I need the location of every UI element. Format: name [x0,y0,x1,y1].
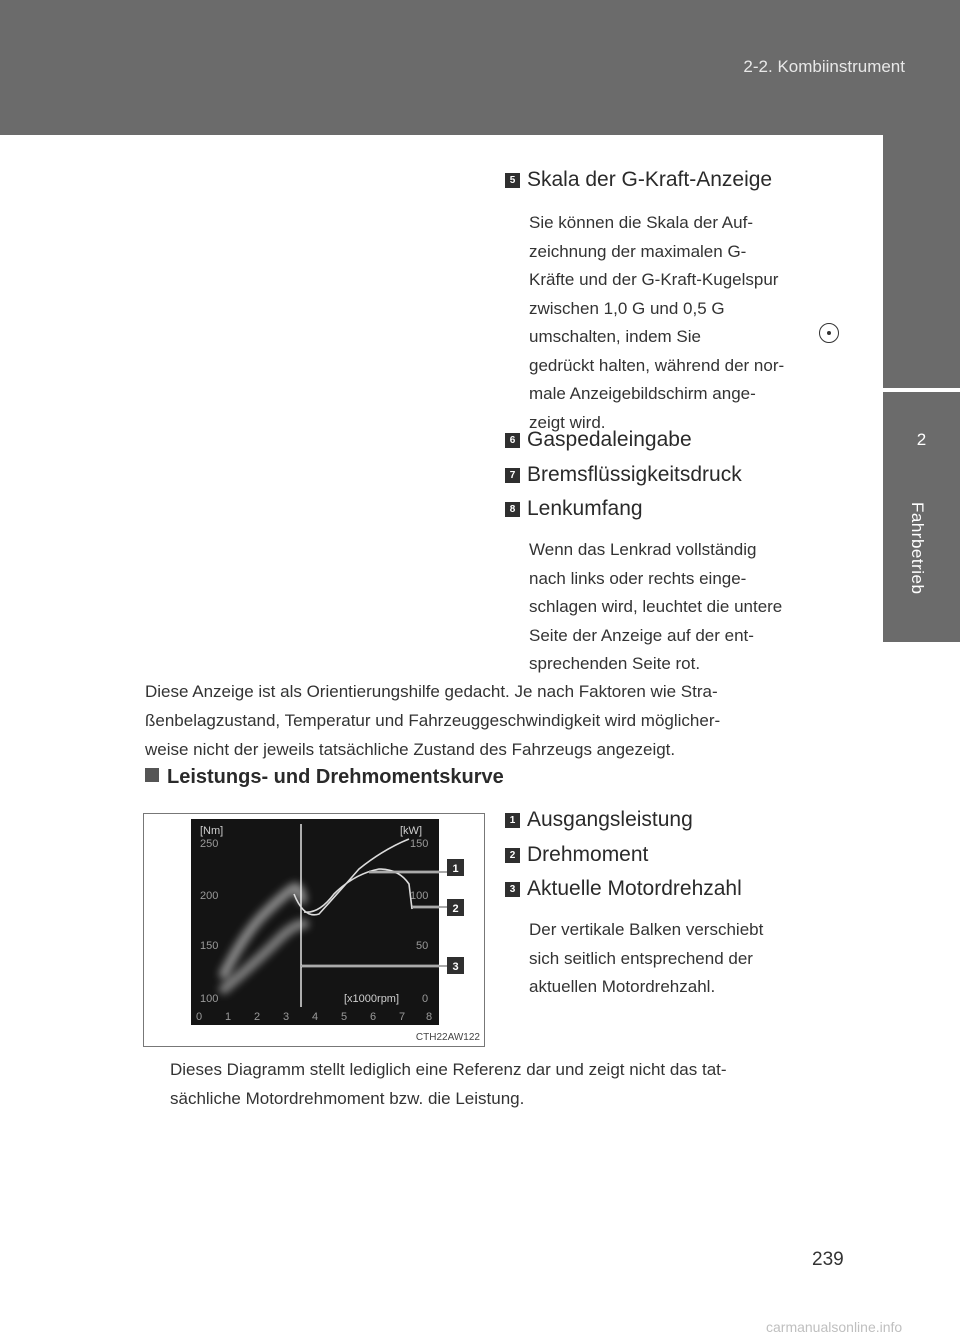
right-tick: 0 [422,993,429,1005]
x-tick: 7 [399,1011,406,1023]
x-tick: 2 [254,1011,261,1023]
watermark: carmanualsonline.info [766,1319,903,1335]
right-unit-label: [kW] [400,825,422,837]
item-8-description [529,536,839,679]
x-tick: 1 [225,1011,232,1023]
para-line: weise nicht der jeweils tatsächliche Zustand des Fahrzeugs angezeigt. [145,740,676,759]
figure-code: CTH22AW122 [415,1032,480,1043]
subheading [145,766,504,789]
power-torque-diagram [144,814,484,1046]
desc-line: zeichnung der maximalen G- [529,241,747,261]
item-5 [505,168,772,192]
desc-line: sprechenden Seite rot. [529,654,701,673]
marker-3: 3 [505,882,520,897]
marker-2: 2 [505,848,520,863]
item-5-description [529,209,839,437]
desc-line: nach links oder rechts einge- [529,568,747,588]
x-tick: 8 [426,1011,433,1023]
left-tick: 150 [200,940,219,952]
desc-line: male Anzeigebildschirm ange- [529,384,756,403]
page-header [0,0,960,135]
x-tick: 4 [312,1011,319,1023]
para-line: sächliche Motordrehmoment bzw. die Leistung. [170,1089,525,1108]
desc-line: sich seitlich entsprechend der [529,948,753,968]
callout-number: 2 [452,903,459,915]
section-title: 2-2. Kombiinstrument [743,57,905,76]
item-1 [505,808,693,832]
marker-5: 5 [505,173,520,188]
item-5-title: Skala der G-Kraft-Anzeige [527,168,773,191]
square-bullet-icon [145,768,159,782]
note-paragraph-1 [145,677,840,764]
x-tick: 0 [196,1011,203,1023]
desc-line-with-icon [529,323,839,352]
desc-line: zeigt wird. [529,412,606,432]
para-line: Diese Anzeige ist als Orientierungshilfe gedacht. Je nach Faktoren wie Stra- [145,682,718,701]
desc-line-text: umschalten, indem Sie [529,327,701,346]
desc-line: Wenn das Lenkrad vollständig [529,540,757,559]
item-7-title: Bremsflüssigkeitsdruck [527,463,742,486]
item-7 [505,463,742,487]
item-8-title: Lenkumfang [527,497,643,520]
desc-line: schlagen wird, leuchtet die untere [529,597,783,616]
item-2-title: Drehmoment [527,843,649,866]
desc-line: aktuellen Motordrehzahl. [529,977,716,996]
left-unit-label: [Nm] [200,825,224,837]
desc-line: Sie können die Skala der Auf- [529,213,753,232]
subheading-text: Leistungs- und Drehmomentskurve [167,766,504,788]
power-torque-figure [143,813,485,1047]
item-6 [505,428,692,452]
x-unit-label: [x1000rpm] [344,993,400,1005]
display-screen [191,819,439,1025]
chapter-tab[interactable] [883,392,960,642]
page-number: 239 [812,1249,844,1270]
side-tab-upper [883,135,960,388]
right-tick: 150 [410,838,429,850]
item-1-title: Ausgangsleistung [527,808,693,831]
item-2 [505,843,648,867]
right-tick: 100 [410,890,429,902]
item-8 [505,497,643,521]
marker-7: 7 [505,468,520,483]
para-line: Dieses Diagramm stellt lediglich eine Referenz dar und zeigt nicht das tat- [170,1060,727,1079]
item-3-title: Aktuelle Motordrehzahl [527,877,742,900]
item-3 [505,877,742,901]
desc-line: Der vertikale Balken verschiebt [529,920,764,939]
desc-line: Kräfte und der G-Kraft-Kugelspur [529,270,779,289]
chapter-number: 2 [916,430,927,449]
desc-line: Seite der Anzeige auf der ent- [529,625,754,645]
callout-number: 3 [452,961,459,973]
right-tick: 50 [416,940,429,952]
chapter-label: Fahrbetrieb [908,502,927,595]
callout-number: 1 [452,863,459,875]
x-tick: 5 [341,1011,348,1023]
desc-line: gedrückt halten, während der nor- [529,355,785,375]
item-6-title: Gaspedaleingabe [527,428,692,451]
item-3-description [529,916,839,1002]
left-tick: 200 [200,890,219,902]
x-tick: 3 [283,1011,290,1023]
left-tick: 250 [200,838,219,850]
para-line: ßenbelagzustand, Temperatur und Fahrzeuggeschwindigkeit wird möglicher- [145,711,721,730]
marker-1: 1 [505,813,520,828]
left-tick: 100 [200,993,219,1005]
cursor-button-icon [819,323,839,343]
desc-line: zwischen 1,0 G und 0,5 G [529,298,725,318]
x-tick: 6 [370,1011,377,1023]
marker-6: 6 [505,433,520,448]
marker-8: 8 [505,502,520,517]
note-paragraph-2 [170,1055,840,1113]
